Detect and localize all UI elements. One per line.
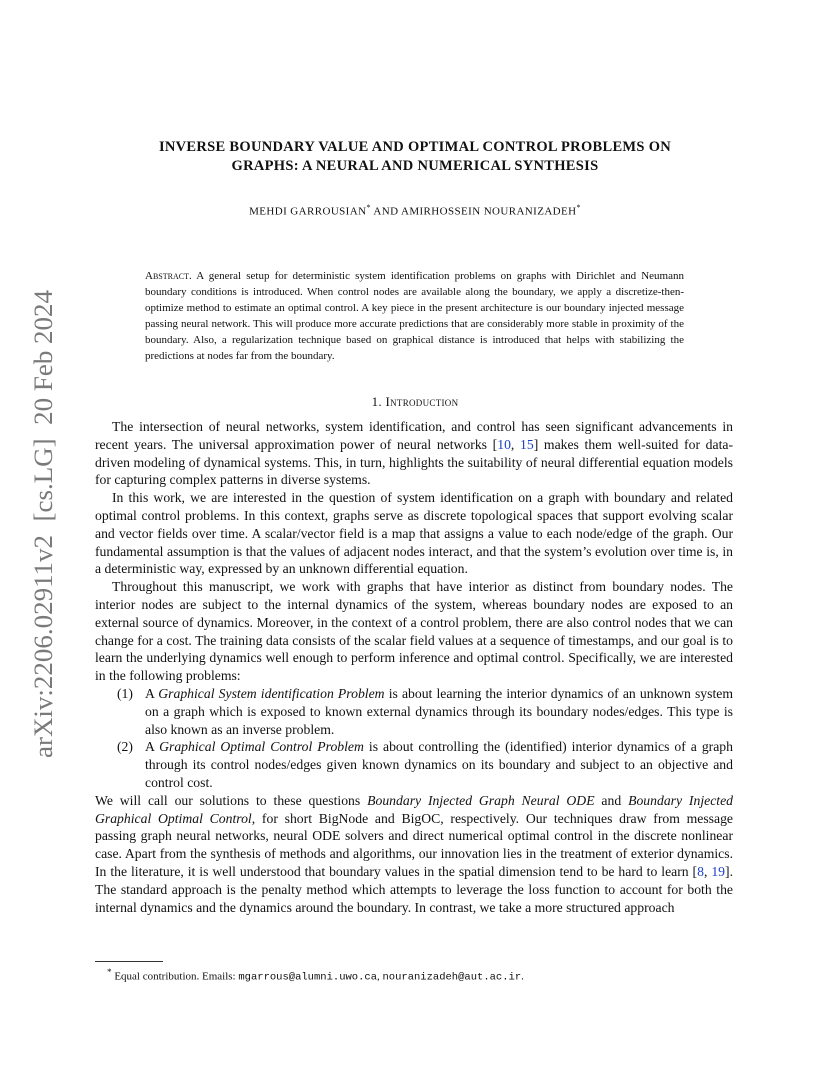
list-item	[95, 685, 733, 738]
paragraph-4-text-b: and	[594, 792, 629, 808]
arxiv-identifier	[14, 288, 62, 758]
email-1[interactable]: mgarrous@alumni.uwo.ca	[238, 971, 377, 984]
citation-19[interactable]: 19	[711, 863, 726, 879]
paragraph-1-text-b: ] makes them well-suited for data-driven modeling of dynamical systems. This, in turn, highlights the suitability of neural differential equation models for capturing complex patterns in diverse systems.	[95, 436, 734, 488]
list-item-lead: A	[145, 739, 160, 755]
problem-list	[95, 685, 733, 792]
author-1-footnote-mark: *	[366, 203, 371, 212]
arxiv-identifier-text: arXiv:2206.02911v2 [cs.LG] 20 Feb 2024	[29, 306, 58, 758]
paragraph-1-text-a: The intersection of neural networks, system identification, and control has seen significant advancements in recent years. The universal approximation power of neural networks [	[95, 419, 733, 452]
list-item-text: is about controlling the (identified) interior dynamics of a graph through its control nodes/edges given known dynamics on its boundary and subject to an objective and control cost.	[145, 739, 733, 790]
footnote-separator: ,	[377, 970, 383, 983]
paragraph-3: Throughout this manuscript, we work with graphs that have interior as distinct from boundary nodes. The interior nodes are subject to the internal dynamics of the system, whereas boundary nodes are exposed to an external source of dynamics. Moreover, in the context of a control problem, there are also control nodes that we can change for a cost. The training data consists of the scalar field values at a sequence of timestamps, and our goal is to learn the underlying dynamics well enough to perform inference and optimal control. Specifically, we are interested in the following problems:	[95, 579, 733, 684]
list-item-emphasis: Graphical Optimal Control Problem	[159, 739, 364, 755]
list-item-number: (1)	[117, 685, 133, 701]
paragraph-4-text-d: ]. The standard approach is the penalty method which attempts to leverage the loss function to account for both the internal dynamics and the dynamics around the boundary. In contrast, we take a more structured approach	[95, 863, 733, 915]
list-item-text: is about learning the interior dynamics of an unknown system on a graph which is exposed to known external dynamics through its boundary nodes/edges. This type is also known as an inverse problem.	[145, 685, 733, 737]
abstract-label: Abstract.	[145, 270, 192, 282]
citation-10[interactable]: 10	[497, 436, 511, 452]
paragraph-4-emphasis-2: Boundary Injected Graphical Optimal Control	[95, 792, 734, 826]
author-2: AMIRHOSSEIN NOURANIZADEH	[400, 205, 577, 218]
email-2[interactable]: nouranizadeh@aut.ac.ir	[382, 971, 522, 984]
footnote-end: .	[521, 970, 524, 983]
abstract	[145, 268, 684, 364]
citation-separator: ,	[510, 436, 521, 452]
citation-15[interactable]: 15	[520, 436, 534, 452]
list-item	[95, 738, 733, 791]
footnote	[95, 965, 747, 986]
paragraph-1	[95, 418, 733, 489]
author-2-footnote-mark: *	[576, 203, 581, 212]
title-line-2: GRAPHS: A NEURAL AND NUMERICAL SYNTHESIS	[231, 158, 599, 174]
footnote-rule	[95, 961, 163, 962]
author-joiner: AND	[370, 205, 401, 218]
paper-title	[95, 138, 735, 176]
paragraph-4	[95, 792, 733, 917]
footnote-mark: *	[107, 967, 112, 977]
list-item-number: (2)	[117, 739, 133, 755]
author-1: MEHDI GARROUSIAN	[249, 205, 367, 218]
title-line-1: INVERSE BOUNDARY VALUE AND OPTIMAL CONTROL PROBLEMS ON	[158, 139, 672, 155]
section-heading: 1. Introduction	[371, 394, 459, 409]
body-text	[95, 418, 733, 916]
paragraph-2: In this work, we are interested in the question of system identification on a graph with boundary and related optimal control problems. In this context, graphs serve as discrete topological spaces that support evolving scalar and vector fields over time. A scalar/vector field is a map that assigns a value to each node/edge of the graph. Our fundamental assumption is that the values of adjacent nodes interact, and that the system’s evolution over time is, in a deterministic way, expressed by an unknown differential equation.	[95, 490, 733, 577]
citation-8[interactable]: 8	[697, 863, 704, 879]
footnote-text: Equal contribution. Emails:	[111, 970, 239, 983]
abstract-text: A general setup for deterministic system identification problems on graphs with Dirichlet and Neumann boundary conditions is introduced. When control nodes are available along the boundary, we apply a discretize-then-optimize method to estimate an optimal control. A key piece in the present architecture is our boundary injected message passing neural network. This will produce more accurate predictions that are considerably more stable in proximity of the boundary. Also, a regularization technique based on graphical distance is introduced that helps with stabilizing the predictions at nodes far from the boundary.	[145, 270, 684, 362]
paragraph-4-text-a: We will call our solutions to these questions	[95, 792, 368, 808]
paragraph-4-emphasis-1: Boundary Injected Graph Neural ODE	[367, 792, 595, 808]
list-item-lead: A	[145, 685, 159, 701]
citation-separator: ,	[703, 863, 712, 879]
arxiv-identifier-svg	[14, 288, 62, 758]
author-list	[95, 203, 735, 218]
paragraph-4-text-c: , for short BigNode and BigOC, respectively. Our techniques draw from message passing graph neural networks, neural ODE solvers and direct numerical optimal control in the discrete nonlinear case. Apart from the synthesis of methods and algorithms, our innovation lies in the treatment of exterior dynamics. In the literature, it is well understood that boundary values in the spatial dimension tend to be hard to learn [	[95, 810, 734, 879]
list-item-emphasis: Graphical System identification Problem	[158, 685, 385, 701]
